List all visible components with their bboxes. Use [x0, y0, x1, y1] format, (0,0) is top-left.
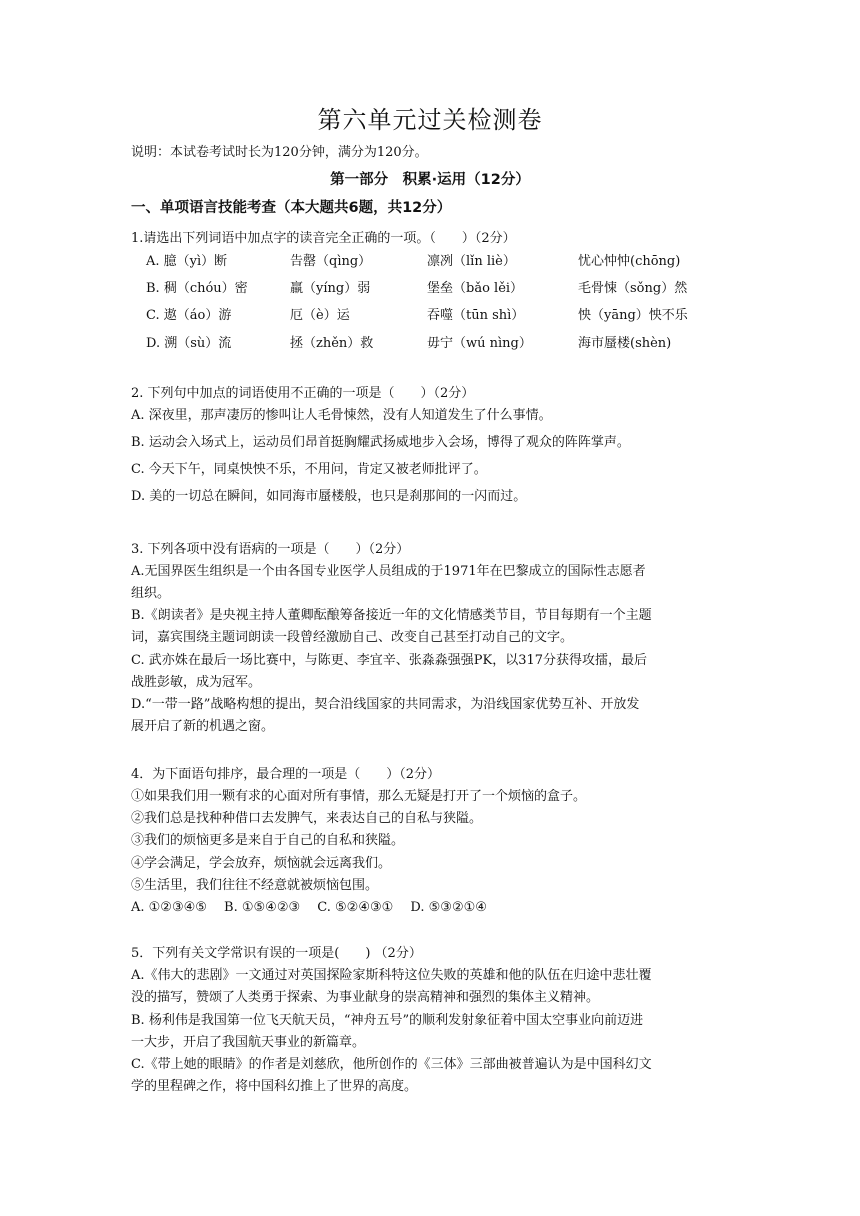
question-1-option: 拯（zhěn）救 [290, 336, 374, 351]
question-1-option: A. 臆（yì）断 [146, 254, 228, 269]
question-5-stem: 5．下列有关文学常识有误的一项是( ) （2分） [131, 946, 422, 961]
question-1-option: 告罄（qìng） [290, 254, 372, 269]
question-1-option: 毛骨悚（sǒng）然 [578, 281, 688, 296]
question-4-sentence: ①如果我们用一颗有求的心面对所有事情，那么无疑是打开了一个烦恼的盒子。 [131, 789, 587, 804]
question-1-option: 忧心忡忡(chōng) [578, 254, 681, 269]
question-2-option: C. 今天下午，同桌怏怏不乐，不用问，肯定又被老师批评了。 [131, 462, 487, 477]
page-title: 第六单元过关检测卷 [317, 106, 543, 134]
part-heading: 第一部分 积累·运用（12分） [330, 172, 530, 188]
question-3-line: C. 武亦姝在最后一场比赛中，与陈更、李宜辛、张淼淼强强PK，以317分获得攻擂，最后 [131, 653, 648, 668]
question-1-stem: 1.请选出下列词语中加点字的读音完全正确的一项。（ ）（2分） [131, 231, 516, 246]
question-1-option: 凛冽（lǐn liè） [427, 254, 516, 269]
question-1-option: 厄（è）运 [290, 308, 350, 323]
question-2-option: B. 运动会入场式上，运动员们昂首挺胸耀武扬威地步入会场，博得了观众的阵阵掌声。 [131, 435, 630, 450]
question-1-option: B. 稠（chóu）密 [146, 281, 248, 296]
question-4-sentence: ④学会满足，学会放弃，烦恼就会远离我们。 [131, 856, 392, 871]
question-1-option: C. 遨（áo）游 [146, 308, 232, 323]
section-heading: 一、单项语言技能考查（本大题共6题，共12分） [131, 200, 452, 216]
question-4-choices: A. ①②③④⑤ B. ①⑤④②③ C. ⑤②④③① D. ⑤③②①④ [131, 900, 487, 915]
exam-note: 说明：本试卷考试时长为120分钟，满分为120分。 [131, 145, 428, 160]
question-2-option: A. 深夜里，那声凄厉的惨叫让人毛骨悚然，没有人知道发生了什么事情。 [131, 408, 552, 423]
question-4-sentence: ③我们的烦恼更多是来自于自己的自私和狭隘。 [131, 833, 405, 848]
question-3-line: 词，嘉宾围绕主题词朗读一段曾经激励自己、改变自己甚至打动自己的文字。 [131, 630, 574, 645]
question-2-option: D. 美的一切总在瞬间，如同海市蜃楼般，也只是刹那间的一闪而过。 [131, 489, 527, 504]
question-4-sentence: ⑤生活里，我们往往不经意就被烦恼包围。 [131, 878, 379, 893]
question-5-line: A.《伟大的悲剧》一文通过对英国探险家斯科特这位失败的英雄和他的队伍在归途中悲壮覆 [131, 968, 652, 983]
question-1-option: 堡垒（bǎo lěi） [427, 281, 524, 296]
question-3-line: 战胜彭敏，成为冠军。 [131, 675, 262, 690]
question-3-line: 组织。 [131, 586, 171, 601]
question-3-line: D.“一带一路”战略构想的提出，契合沿线国家的共同需求，为沿线国家优势互补、开放发 [131, 697, 640, 712]
question-1-option: 海市蜃楼(shèn) [578, 336, 672, 351]
question-2-stem: 2. 下列句中加点的词语使用不正确的一项是（ ）（2分） [131, 386, 475, 401]
question-5-line: 没的描写，赞颂了人类勇于探索、为事业献身的崇高精神和强烈的集体主义精神。 [131, 990, 600, 1005]
question-5-line: 一大步，开启了我国航天事业的新篇章。 [131, 1035, 366, 1050]
question-4-stem: 4．为下面语句排序，最合理的一项是（ ）（2分） [131, 767, 441, 782]
question-1-option: D. 溯（sù）流 [146, 336, 232, 351]
question-4-sentence: ②我们总是找种种借口去发脾气，来表达自己的自私与狭隘。 [131, 811, 483, 826]
question-3-line: B.《朗读者》是央视主持人董卿酝酿筹备接近一年的文化情感类节目，节目每期有一个主题 [131, 608, 652, 623]
question-3-line: 展开启了新的机遇之窗。 [131, 719, 275, 734]
question-1-option: 吞噬（tūn shì） [427, 308, 525, 323]
question-5-line: 学的里程碑之作，将中国科幻推上了世界的高度。 [131, 1079, 418, 1094]
question-1-option: 毋宁（wú nìng） [427, 336, 532, 351]
question-1-option: 怏（yāng）怏不乐 [578, 308, 688, 323]
question-5-line: C.《带上她的眼睛》的作者是刘慈欣，他所创作的《三体》三部曲被普遍认为是中国科幻文 [131, 1057, 652, 1072]
question-3-line: A.无国界医生组织是一个由各国专业医学人员组成的于1971年在巴黎成立的国际性志愿者 [131, 564, 646, 579]
question-3-stem: 3. 下列各项中没有语病的一项是（ ）（2分） [131, 542, 410, 557]
question-5-line: B. 杨利伟是我国第一位飞天航天员，“神舟五号”的顺利发射象征着中国太空事业向前迈进 [131, 1013, 644, 1028]
question-1-option: 羸（yíng）弱 [290, 281, 371, 296]
